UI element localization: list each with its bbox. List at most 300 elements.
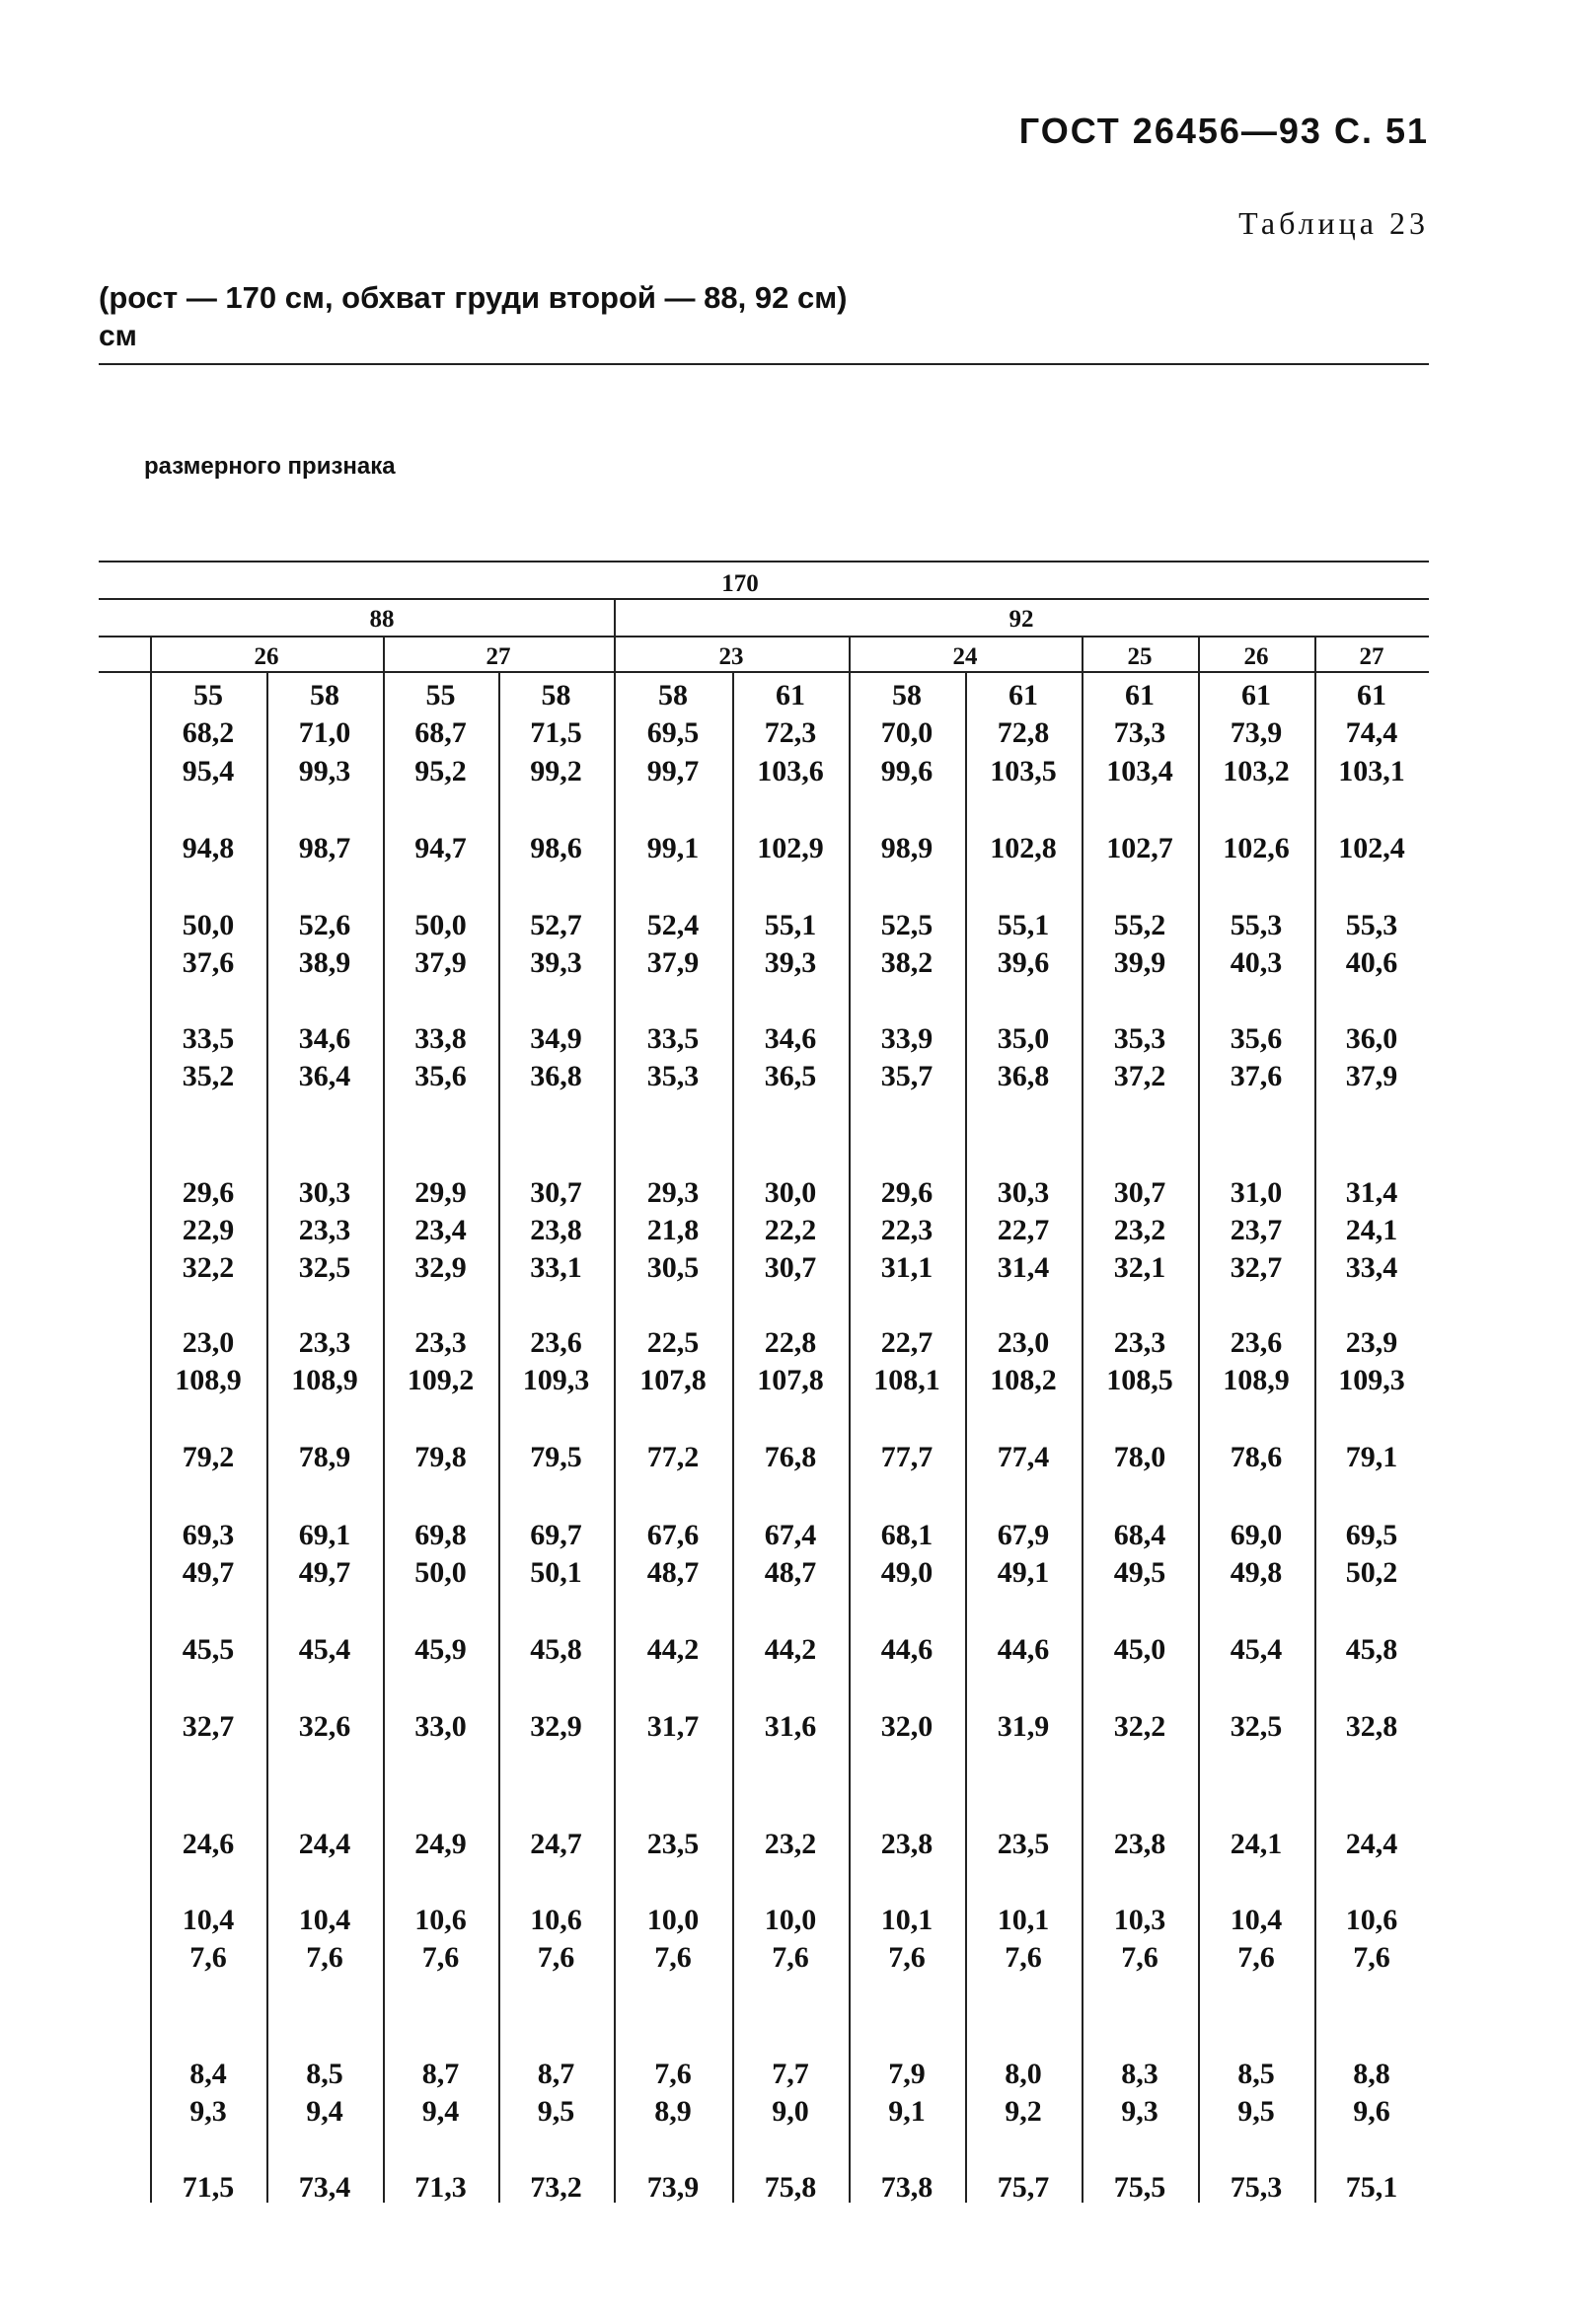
table-cell: 37,9: [646, 946, 700, 979]
table-cell: 9,4: [306, 2095, 343, 2128]
table-cell: 37,9: [1345, 1060, 1398, 1092]
table-cell: 39,3: [530, 946, 582, 979]
table-cell: 8,0: [1005, 2058, 1042, 2090]
table-cell: 99,2: [530, 755, 582, 787]
table-row: [0, 1554, 1569, 1592]
table-cell: 69,5: [646, 716, 700, 749]
table-cell: 22,9: [182, 1214, 235, 1246]
table-cell: 103,5: [990, 755, 1057, 787]
header-top-rule: [99, 561, 1429, 562]
table-cell: 34,6: [298, 1022, 351, 1055]
table-cell: 67,4: [764, 1519, 817, 1551]
table-cell: 33,4: [1345, 1251, 1398, 1284]
table-cell: 30,0: [764, 1176, 817, 1209]
table-cell: 55: [425, 679, 456, 712]
table-cell: 103,6: [757, 755, 824, 787]
table-cell: 23,2: [1113, 1214, 1166, 1246]
table-cell: 68,2: [182, 716, 235, 749]
table-cell: 77,7: [880, 1441, 934, 1473]
table-cell: 61: [1009, 679, 1038, 712]
table-cell: 109,2: [407, 1364, 475, 1396]
table-cell: 98,7: [298, 832, 351, 864]
table-cell: 55,1: [764, 909, 817, 941]
bust-rule: [99, 636, 1429, 637]
table-cell: 94,8: [182, 832, 235, 864]
table-cell: 35,7: [880, 1060, 934, 1092]
table-cell: 71,5: [530, 716, 582, 749]
table-cell: 9,3: [189, 2095, 227, 2128]
table-cell: 39,3: [764, 946, 817, 979]
table-cell: 44,2: [764, 1633, 817, 1666]
table-cell: 22,2: [764, 1214, 817, 1246]
table-cell: 73,9: [1230, 716, 1283, 749]
table-cell: 45,5: [182, 1633, 235, 1666]
feature-label: размерного признака: [144, 453, 396, 480]
table-cell: 39,9: [1113, 946, 1166, 979]
table-cell: 71,5: [182, 2171, 235, 2204]
table-cell: 24,7: [530, 1828, 582, 1860]
table-row: [0, 907, 1569, 944]
table-cell: 98,9: [880, 832, 934, 864]
table-cell: 32,5: [1230, 1710, 1283, 1743]
table-row: [0, 1362, 1569, 1399]
table-cell: 9,2: [1005, 2095, 1042, 2128]
table-cell: 68,4: [1113, 1519, 1166, 1551]
table-cell: 23,7: [1230, 1214, 1283, 1246]
table-cell: 77,4: [997, 1441, 1050, 1473]
table-cell: 35,6: [1230, 1022, 1283, 1055]
table-cell: 45,9: [414, 1633, 467, 1666]
table-cell: 73,2: [530, 2171, 582, 2204]
table-cell: 23,3: [414, 1326, 467, 1359]
table-row: [0, 1631, 1569, 1669]
table-cell: 108,9: [175, 1364, 242, 1396]
table-cell: 7,6: [306, 1941, 343, 1974]
table-cell: 32,0: [880, 1710, 934, 1743]
table-cell: 21,8: [646, 1214, 700, 1246]
table-cell: 23,0: [997, 1326, 1050, 1359]
table-cell: 23,2: [764, 1828, 817, 1860]
table-cell: 10,4: [298, 1904, 351, 1936]
table-cell: 38,2: [880, 946, 934, 979]
table-cell: 33,9: [880, 1022, 934, 1055]
table-cell: 31,4: [1345, 1176, 1398, 1209]
table-cell: 55: [193, 679, 223, 712]
table-cell: 9,3: [1121, 2095, 1158, 2128]
table-cell: 44,2: [646, 1633, 700, 1666]
table-cell: 10,3: [1113, 1904, 1166, 1936]
sub-group-27a: 27: [486, 643, 511, 670]
table-cell: 7,6: [654, 1941, 692, 1974]
table-cell: 31,6: [764, 1710, 817, 1743]
table-cell: 24,4: [298, 1828, 351, 1860]
table-row: [0, 2056, 1569, 2093]
table-cell: 50,0: [414, 909, 467, 941]
table-cell: 52,6: [298, 909, 351, 941]
table-cell: 24,4: [1345, 1828, 1398, 1860]
table-cell: 61: [776, 679, 805, 712]
table-row: [0, 1020, 1569, 1058]
table-cell: 32,7: [182, 1710, 235, 1743]
table-cell: 24,6: [182, 1828, 235, 1860]
table-cell: 99,7: [646, 755, 700, 787]
table-cell: 49,5: [1113, 1556, 1166, 1589]
table-cell: 8,5: [306, 2058, 343, 2090]
table-cell: 109,3: [1338, 1364, 1405, 1396]
table-cell: 71,0: [298, 716, 351, 749]
table-cell: 23,5: [997, 1828, 1050, 1860]
table-cell: 23,5: [646, 1828, 700, 1860]
table-row: [0, 2169, 1569, 2207]
table-cell: 79,5: [530, 1441, 582, 1473]
table-cell: 68,1: [880, 1519, 934, 1551]
table-row: [0, 1902, 1569, 1939]
table-cell: 23,9: [1345, 1326, 1398, 1359]
table-cell: 8,9: [654, 2095, 692, 2128]
table-cell: 69,8: [414, 1519, 467, 1551]
table-cell: 33,5: [182, 1022, 235, 1055]
table-cell: 52,7: [530, 909, 582, 941]
table-cell: 31,0: [1230, 1176, 1283, 1209]
table-row: [0, 1249, 1569, 1287]
table-cell: 73,8: [880, 2171, 934, 2204]
table-row: [0, 677, 1569, 714]
sub-group-24: 24: [952, 643, 978, 670]
table-cell: 78,6: [1230, 1441, 1283, 1473]
table-cell: 10,0: [764, 1904, 817, 1936]
table-cell: 78,9: [298, 1441, 351, 1473]
table-cell: 35,2: [182, 1060, 235, 1092]
table-cell: 37,2: [1113, 1060, 1166, 1092]
table-cell: 10,6: [414, 1904, 467, 1936]
table-cell: 24,1: [1230, 1828, 1283, 1860]
table-cell: 75,8: [764, 2171, 817, 2204]
table-cell: 109,3: [522, 1364, 590, 1396]
table-cell: 44,6: [880, 1633, 934, 1666]
table-cell: 8,4: [189, 2058, 227, 2090]
table-cell: 68,7: [414, 716, 467, 749]
table-cell: 7,6: [189, 1941, 227, 1974]
table-row: [0, 1939, 1569, 1977]
table-cell: 32,9: [414, 1251, 467, 1284]
subgroup-rule: [99, 671, 1429, 673]
table-cell: 50,0: [414, 1556, 467, 1589]
table-cell: 70,0: [880, 716, 934, 749]
table-cell: 36,8: [530, 1060, 582, 1092]
table-cell: 76,8: [764, 1441, 817, 1473]
table-cell: 50,1: [530, 1556, 582, 1589]
table-cell: 7,6: [421, 1941, 460, 1974]
table-cell: 49,8: [1230, 1556, 1283, 1589]
table-cell: 35,6: [414, 1060, 467, 1092]
table-cell: 58: [310, 679, 339, 712]
table-cell: 69,0: [1230, 1519, 1283, 1551]
table-cell: 33,0: [414, 1710, 467, 1743]
table-cell: 61: [1357, 679, 1386, 712]
table-cell: 107,8: [757, 1364, 824, 1396]
table-cell: 29,9: [414, 1176, 467, 1209]
table-cell: 98,6: [530, 832, 582, 864]
table-cell: 32,1: [1113, 1251, 1166, 1284]
table-cell: 37,9: [414, 946, 467, 979]
table-cell: 7,6: [1005, 1941, 1042, 1974]
table-cell: 79,8: [414, 1441, 467, 1473]
table-cell: 67,6: [646, 1519, 700, 1551]
table-cell: 45,8: [530, 1633, 582, 1666]
table-cell: 22,7: [880, 1326, 934, 1359]
table-cell: 44,6: [997, 1633, 1050, 1666]
table-cell: 69,7: [530, 1519, 582, 1551]
bust-group-92: 92: [1009, 606, 1034, 633]
table-cell: 75,1: [1345, 2171, 1398, 2204]
table-row: [0, 1517, 1569, 1554]
table-cell: 50,0: [182, 909, 235, 941]
table-cell: 23,4: [414, 1214, 467, 1246]
table-cell: 72,8: [997, 716, 1050, 749]
table-row: [0, 1058, 1569, 1095]
table-row: [0, 1174, 1569, 1212]
table-cell: 67,9: [997, 1519, 1050, 1551]
table-cell: 94,7: [414, 832, 467, 864]
table-cell: 73,4: [298, 2171, 351, 2204]
sub-group-26a: 26: [254, 643, 279, 670]
table-cell: 69,3: [182, 1519, 235, 1551]
table-cell: 103,4: [1106, 755, 1173, 787]
table-cell: 10,4: [1230, 1904, 1283, 1936]
table-cell: 24,9: [414, 1828, 467, 1860]
table-cell: 29,6: [182, 1176, 235, 1209]
table-cell: 58: [892, 679, 922, 712]
height-rule: [99, 598, 1429, 600]
table-cell: 34,9: [530, 1022, 582, 1055]
table-cell: 9,4: [421, 2095, 460, 2128]
table-cell: 108,5: [1106, 1364, 1173, 1396]
table-cell: 39,6: [997, 946, 1050, 979]
table-cell: 30,7: [764, 1251, 817, 1284]
page-header: ГОСТ 26456—93 С. 51: [1018, 111, 1429, 151]
table-cell: 78,0: [1113, 1441, 1166, 1473]
table-cell: 32,8: [1345, 1710, 1398, 1743]
table-cell: 9,5: [537, 2095, 575, 2128]
table-cell: 10,6: [530, 1904, 582, 1936]
table-cell: 102,7: [1106, 832, 1173, 864]
table-cell: 23,6: [1230, 1326, 1283, 1359]
table-cell: 49,7: [298, 1556, 351, 1589]
table-cell: 37,6: [182, 946, 235, 979]
table-cell: 7,6: [1121, 1941, 1158, 1974]
table-cell: 40,6: [1345, 946, 1398, 979]
table-cell: 8,7: [421, 2058, 460, 2090]
table-cell: 45,4: [298, 1633, 351, 1666]
table-cell: 30,7: [1113, 1176, 1166, 1209]
table-cell: 23,6: [530, 1326, 582, 1359]
table-cell: 10,1: [880, 1904, 934, 1936]
table-cell: 10,4: [182, 1904, 235, 1936]
table-cell: 23,0: [182, 1326, 235, 1359]
table-cell: 7,6: [654, 2058, 692, 2090]
title-rule: [99, 363, 1429, 365]
table-cell: 22,3: [880, 1214, 934, 1246]
table-cell: 7,6: [1237, 1941, 1275, 1974]
table-row: [0, 2093, 1569, 2131]
table-cell: 69,5: [1345, 1519, 1398, 1551]
table-subtitle: (рост — 170 см, обхват груди второй — 88, 92 см): [99, 280, 848, 315]
table-cell: 58: [541, 679, 571, 712]
table-cell: 52,5: [880, 909, 934, 941]
table-cell: 38,9: [298, 946, 351, 979]
table-cell: 9,5: [1237, 2095, 1275, 2128]
table-cell: 75,3: [1230, 2171, 1283, 2204]
table-cell: 75,7: [997, 2171, 1050, 2204]
table-cell: 73,9: [646, 2171, 700, 2204]
table-cell: 33,8: [414, 1022, 467, 1055]
table-cell: 10,0: [646, 1904, 700, 1936]
table-cell: 69,1: [298, 1519, 351, 1551]
table-cell: 45,8: [1345, 1633, 1398, 1666]
table-cell: 37,6: [1230, 1060, 1283, 1092]
table-cell: 30,7: [530, 1176, 582, 1209]
table-cell: 23,8: [880, 1828, 934, 1860]
table-cell: 61: [1125, 679, 1155, 712]
table-cell: 23,8: [530, 1214, 582, 1246]
table-cell: 32,9: [530, 1710, 582, 1743]
table-cell: 22,7: [997, 1214, 1050, 1246]
table-cell: 29,3: [646, 1176, 700, 1209]
sub-group-23: 23: [718, 643, 744, 670]
table-cell: 107,8: [639, 1364, 707, 1396]
table-cell: 74,4: [1345, 716, 1398, 749]
table-cell: 10,1: [997, 1904, 1050, 1936]
table-label: Таблица 23: [1238, 205, 1429, 241]
table-cell: 7,6: [537, 1941, 575, 1974]
table-cell: 35,3: [646, 1060, 700, 1092]
table-cell: 49,1: [997, 1556, 1050, 1589]
table-cell: 55,3: [1345, 909, 1398, 941]
table-cell: 48,7: [764, 1556, 817, 1589]
table-cell: 102,8: [990, 832, 1057, 864]
table-cell: 29,6: [880, 1176, 934, 1209]
table-cell: 40,3: [1230, 946, 1283, 979]
table-cell: 7,9: [888, 2058, 926, 2090]
table-cell: 36,5: [764, 1060, 817, 1092]
table-cell: 32,2: [182, 1251, 235, 1284]
table-cell: 77,2: [646, 1441, 700, 1473]
table-cell: 45,4: [1230, 1633, 1283, 1666]
table-row: [0, 1439, 1569, 1476]
table-cell: 71,3: [414, 2171, 467, 2204]
table-cell: 33,5: [646, 1022, 700, 1055]
table-cell: 8,8: [1353, 2058, 1390, 2090]
table-cell: 7,6: [1353, 1941, 1390, 1974]
table-cell: 79,2: [182, 1441, 235, 1473]
table-cell: 8,5: [1237, 2058, 1275, 2090]
table-cell: 58: [658, 679, 688, 712]
table-row: [0, 944, 1569, 982]
table-cell: 30,5: [646, 1251, 700, 1284]
table-cell: 8,7: [537, 2058, 575, 2090]
table-cell: 99,3: [298, 755, 351, 787]
table-cell: 9,1: [888, 2095, 926, 2128]
table-row: [0, 753, 1569, 790]
table-cell: 33,1: [530, 1251, 582, 1284]
table-cell: 30,3: [298, 1176, 351, 1209]
table-cell: 75,5: [1113, 2171, 1166, 2204]
table-cell: 102,4: [1338, 832, 1405, 864]
table-cell: 102,6: [1223, 832, 1290, 864]
table-cell: 7,6: [772, 1941, 809, 1974]
table-cell: 9,0: [772, 2095, 809, 2128]
table-cell: 36,8: [997, 1060, 1050, 1092]
table-cell: 55,3: [1230, 909, 1283, 941]
table-cell: 32,5: [298, 1251, 351, 1284]
sub-group-27b: 27: [1359, 643, 1384, 670]
table-row: [0, 1212, 1569, 1249]
table-cell: 72,3: [764, 716, 817, 749]
table-cell: 102,9: [757, 832, 824, 864]
table-row: [0, 1826, 1569, 1863]
table-cell: 8,3: [1121, 2058, 1158, 2090]
table-cell: 50,2: [1345, 1556, 1398, 1589]
table-cell: 22,5: [646, 1326, 700, 1359]
table-cell: 32,7: [1230, 1251, 1283, 1284]
table-cell: 35,3: [1113, 1022, 1166, 1055]
table-cell: 35,0: [997, 1022, 1050, 1055]
table-cell: 99,1: [646, 832, 700, 864]
table-row: [0, 1708, 1569, 1746]
table-cell: 55,2: [1113, 909, 1166, 941]
table-cell: 32,6: [298, 1710, 351, 1743]
table-cell: 31,9: [997, 1710, 1050, 1743]
table-cell: 30,3: [997, 1176, 1050, 1209]
sub-group-26b: 26: [1243, 643, 1269, 670]
table-row: [0, 714, 1569, 752]
table-cell: 103,2: [1223, 755, 1290, 787]
table-cell: 55,1: [997, 909, 1050, 941]
table-cell: 108,9: [1223, 1364, 1290, 1396]
table-cell: 99,6: [880, 755, 934, 787]
table-cell: 31,4: [997, 1251, 1050, 1284]
table-cell: 23,8: [1113, 1828, 1166, 1860]
table-cell: 23,3: [1113, 1326, 1166, 1359]
table-cell: 45,0: [1113, 1633, 1166, 1666]
table-cell: 7,6: [888, 1941, 926, 1974]
table-cell: 9,6: [1353, 2095, 1390, 2128]
table-row: [0, 1324, 1569, 1362]
table-cell: 23,3: [298, 1214, 351, 1246]
units-label: см: [99, 320, 137, 352]
table-cell: 52,4: [646, 909, 700, 941]
table-cell: 22,8: [764, 1326, 817, 1359]
sub-group-25: 25: [1127, 643, 1153, 670]
table-cell: 73,3: [1113, 716, 1166, 749]
table-cell: 49,0: [880, 1556, 934, 1589]
table-cell: 10,6: [1345, 1904, 1398, 1936]
table-cell: 108,1: [873, 1364, 940, 1396]
table-cell: 79,1: [1345, 1441, 1398, 1473]
table-row: [0, 830, 1569, 867]
bust-group-88: 88: [369, 606, 395, 633]
table-cell: 7,7: [772, 2058, 809, 2090]
table-cell: 61: [1241, 679, 1271, 712]
table-cell: 103,1: [1338, 755, 1405, 787]
table-cell: 32,2: [1113, 1710, 1166, 1743]
table-cell: 31,1: [880, 1251, 934, 1284]
table-cell: 23,3: [298, 1326, 351, 1359]
table-cell: 108,2: [990, 1364, 1057, 1396]
height-label: 170: [721, 570, 759, 597]
table-cell: 49,7: [182, 1556, 235, 1589]
table-cell: 95,4: [182, 755, 235, 787]
